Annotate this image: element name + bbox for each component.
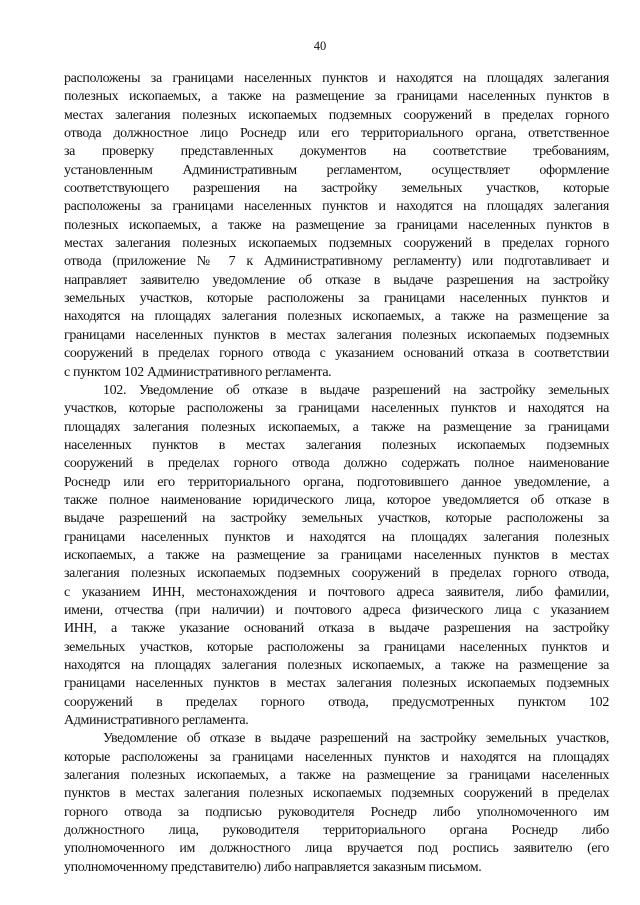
text-line: уполномоченному представителю) либо направляется заказным письмом. [64, 859, 482, 875]
text-line: полезных ископаемых, а также на размещение за границами населенных пунктов в [64, 217, 609, 233]
text-line: находятся на площадях залегания полезных ископаемых, а также на размещение за [64, 309, 609, 325]
text-line: Роснедр или его территориального органа, подготовившего данное уведомление, а [64, 474, 609, 490]
text-line: Уведомление об отказе в выдаче разрешений на застройку земельных участков, [103, 731, 609, 747]
text-line: границами населенных пунктов и находятся на площадях залегания полезных [64, 529, 609, 545]
paragraph-continuation [64, 70, 609, 382]
text-line: залегания полезных ископаемых, а также на размещение за границами населенных [64, 768, 609, 784]
text-line: площадях залегания полезных ископаемых, а также на размещение за границами [64, 419, 609, 435]
text-line: которые расположены за границами населенных пунктов и находятся на площадях [64, 749, 609, 765]
text-line: должностного лица, руководителя территориального органа Роснедр либо [64, 823, 609, 839]
text-line: отвода должностное лицо Роснедр или его территориального органа, ответственное [64, 126, 609, 142]
text-line: пунктов в местах залегания полезных ископаемых подземных сооружений в пределах [64, 786, 609, 802]
text-line: отвода (приложение № 7 к Административному регламенту) или подготавливает и [64, 254, 609, 270]
text-line: горного отвода за подписью руководителя Роснедр либо уполномоченного им [64, 804, 609, 820]
text-line: земельных участков, которые расположены за границами населенных пунктов и [64, 639, 609, 655]
text-line: залегания полезных ископаемых подземных сооружений в пределах горного отвода, [64, 566, 609, 582]
page-number: 40 [313, 39, 327, 53]
text-line: 102. Уведомление об отказе в выдаче разрешений на застройку земельных [103, 382, 609, 398]
text-line: находятся на площадях залегания полезных ископаемых, а также на размещение за [64, 658, 609, 673]
text-line: населенных пунктов в местах залегания полезных ископаемых подземных [64, 437, 609, 453]
text-line: также полное наименование юридического лица, которое уведомляется об отказе в [64, 492, 609, 508]
text-line: границами населенных пунктов в местах залегания полезных ископаемых подземных [64, 676, 609, 692]
text-line: направляет заявителю уведомление об отказе в выдаче разрешения на застройку [64, 272, 609, 288]
text-line: сооружений в пределах горного отвода с указанием оснований отказа в соответствии [64, 346, 609, 362]
text-line: местах залегания полезных ископаемых подземных сооружений в пределах горного [64, 107, 609, 123]
text-line: сооружений в пределах горного отвода, предусмотренных пунктом 102 [64, 694, 609, 710]
text-line: установленным Административным регламентом, осуществляет оформление [64, 162, 609, 178]
text-line: сооружений в пределах горного отвода должно содержать полное наименование [64, 456, 609, 472]
text-line: границами населенных пунктов в местах залегания полезных ископаемых подземных [64, 327, 609, 343]
text-line: с указанием ИНН, местонахождения и почтового адреса заявителя, либо фамилии, [64, 584, 609, 600]
paragraph-delivery [64, 730, 609, 877]
text-line: имени, отчества (при наличии) и почтового адреса физического лица с указанием [64, 602, 609, 618]
text-line: выдаче разрешений на застройку земельных участков, которые расположены за [64, 511, 609, 527]
text-line: соответствующего разрешения на застройку земельных участков, которые [64, 181, 609, 197]
text-line: уполномоченного им должностного лица вручается под роспись заявителю (его [64, 841, 609, 857]
paragraph-102 [64, 382, 609, 731]
text-line: Административного регламента. [64, 713, 249, 729]
text-line: ИНН, а также указание оснований отказа в выдаче разрешения на застройку [64, 621, 609, 637]
text-line: ископаемых, а также на размещение за границами населенных пунктов в местах [64, 547, 609, 563]
text-line: земельных участков, которые расположены за границами населенных пунктов и [64, 291, 609, 307]
document-body [64, 70, 609, 877]
text-line: с пунктом 102 Административного регламента. [64, 364, 332, 380]
text-line: участков, которые расположены за границами населенных пунктов и находятся на [64, 401, 609, 417]
text-line: расположены за границами населенных пунктов и находятся на площадях залегания [64, 199, 609, 215]
text-line: за проверку представленных документов на соответствие требованиям, [64, 144, 609, 160]
text-line: местах залегания полезных ископаемых подземных сооружений в пределах горного [64, 236, 609, 252]
text-line: расположены за границами населенных пунктов и находятся на площадях залегания [64, 71, 609, 86]
text-line: полезных ископаемых, а также на размещение за границами населенных пунктов в [64, 89, 609, 105]
